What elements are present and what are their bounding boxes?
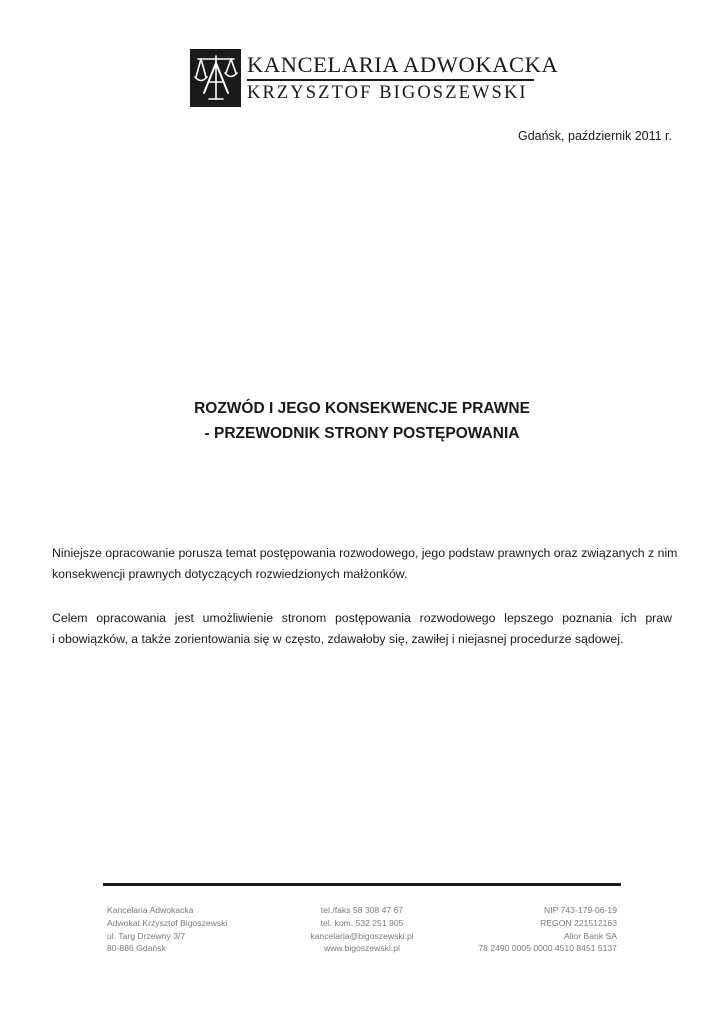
- document-title-line-2: - PRZEWODNIK STRONY POSTĘPOWANIA: [204, 425, 520, 442]
- document-date: Gdańsk, październik 2011 r.: [517, 129, 672, 143]
- paragraph-line: Niniejsze opracowanie porusza temat postępowania rozwodowego, jego podstaw prawnych oraz związanych z nim: [52, 546, 678, 560]
- purpose-paragraph: [52, 608, 672, 650]
- footer-lawyer-name: Adwokat Krzysztof Bigoszewski: [107, 917, 228, 928]
- footer-email: kancelaria@bigoszewski.pl: [310, 930, 414, 941]
- scales-of-justice-icon: [190, 49, 241, 107]
- footer-regon: REGON 221512163: [540, 917, 617, 928]
- firm-owner-name: KRZYSZTOF BIGOSZEWSKI: [247, 83, 528, 103]
- paragraph-line: i obowiązków, a także zorientowania się w często, zdawałoby się, zawiłej i niejasnej procedurze sądowej.: [52, 632, 624, 646]
- paragraph-line: konsekwencji prawnych dotyczących rozwiedzionych małżonków.: [52, 567, 408, 581]
- document-title-line-1: ROZWÓD I JEGO KONSEKWENCJE PRAWNE: [194, 400, 530, 417]
- paragraph-line: Celem opracowania jest umożliwienie stronom postępowania rozwodowego lepszego poznania ich praw: [52, 611, 672, 625]
- footer-firm-name: Kancelaria Adwokacka: [107, 905, 194, 915]
- footer-divider: [103, 883, 621, 886]
- footer-street: ul. Targ Drzewny 3/7: [107, 930, 186, 941]
- firm-logo: [190, 49, 241, 107]
- footer-mobile: tel. kom. 532 251 905: [320, 917, 404, 928]
- intro-paragraph: [52, 543, 678, 585]
- logo-divider: [247, 79, 534, 81]
- footer-contact-block: [300, 904, 424, 955]
- firm-name: KANCELARIA ADWOKACKA: [247, 52, 559, 77]
- footer-bank-name: Alior Bank SA: [563, 930, 617, 941]
- footer-phone-fax: tel./faks 58 308 47 67: [320, 905, 404, 915]
- footer-website: www.bigoszewski.pl: [324, 943, 400, 954]
- footer-nip: NIP 743-179-06-19: [544, 905, 617, 915]
- footer-city: 80-886 Gdańsk: [107, 943, 166, 954]
- footer-registration-block: [478, 904, 617, 955]
- footer-bank-account: 78 2490 0005 0000 4510 8451 5137: [478, 943, 617, 954]
- footer-address-block: [107, 904, 227, 955]
